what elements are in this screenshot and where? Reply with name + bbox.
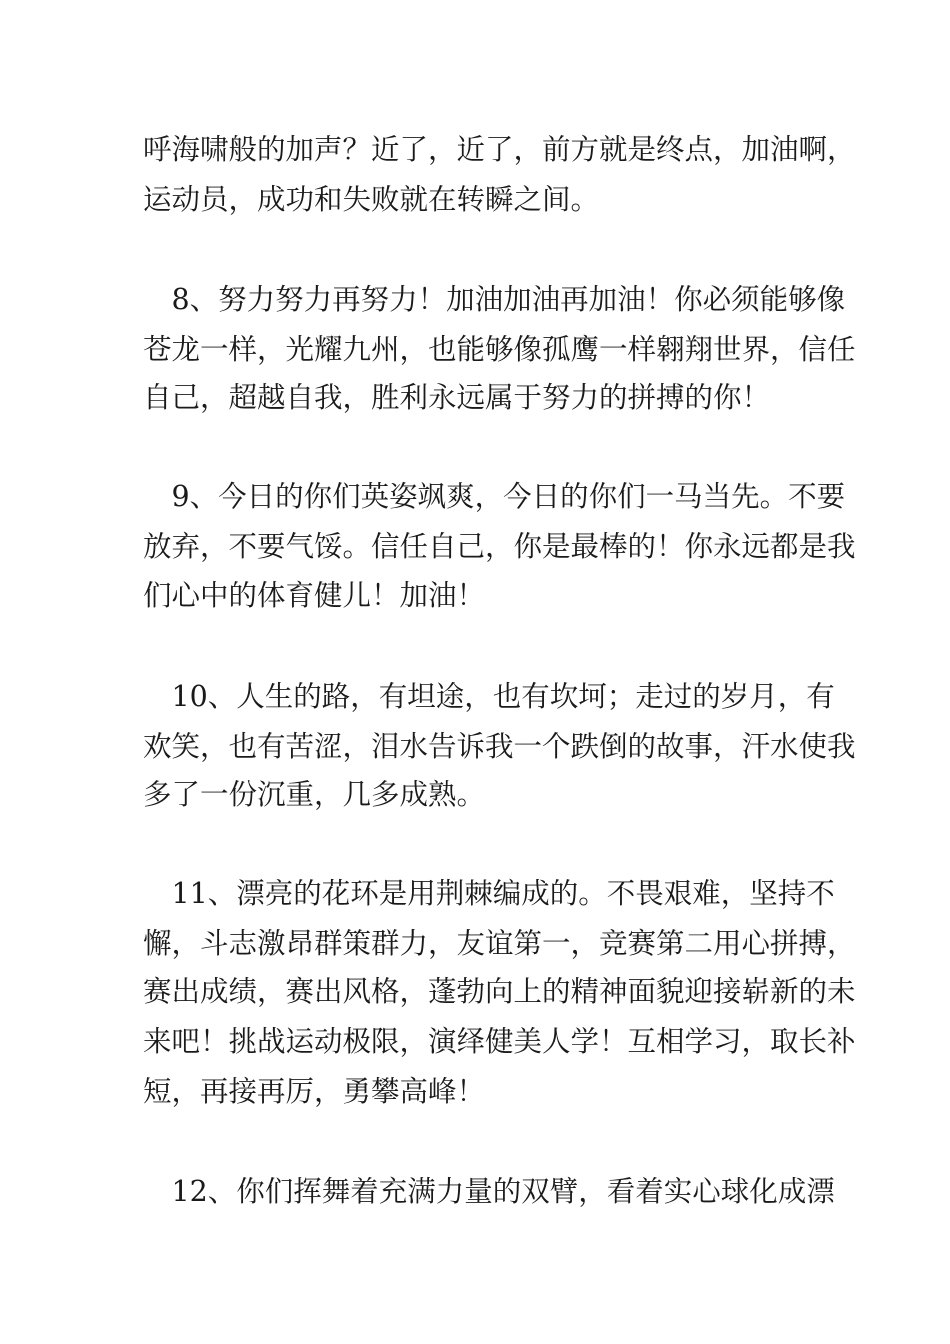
text-line: 9、今日的你们英姿飒爽，今日的你们一马当先。不要 [143, 480, 846, 513]
text-line: 欢笑，也有苦涩，泪水告诉我一个跌倒的故事，汗水使我 [143, 730, 856, 763]
text-line: 10、人生的路，有坦途，也有坎坷；走过的岁月，有 [143, 680, 835, 713]
text-line: 11、漂亮的花环是用荆棘编成的。不畏艰难，坚持不 [143, 877, 835, 910]
text-line: 赛出成绩，赛出风格，蓬勃向上的精神面貌迎接崭新的未 [143, 975, 856, 1008]
text-line: 们心中的体育健儿！加油！ [143, 579, 486, 612]
text-line: 来吧！挑战运动极限，演绎健美人学！互相学习，取长补 [143, 1025, 856, 1058]
text-line: 运动员，成功和失败就在转瞬之间。 [143, 183, 600, 216]
text-line: 短，再接再厉，勇攀高峰！ [143, 1075, 486, 1108]
text-line: 苍龙一样，光耀九州，也能够像孤鹰一样翱翔世界，信任 [143, 333, 856, 366]
text-line: 呼海啸般的加声？近了，近了，前方就是终点，加油啊， [143, 133, 856, 166]
text-line: 多了一份沉重，几多成熟。 [143, 778, 486, 811]
text-line: 自己，超越自我，胜利永远属于努力的拼搏的你！ [143, 381, 771, 414]
text-line: 12、你们挥舞着充满力量的双臂，看着实心球化成漂 [143, 1175, 835, 1208]
text-line: 懈，斗志激昂群策群力，友谊第一，竞赛第二用心拼搏， [143, 927, 856, 960]
text-line: 8、努力努力再努力！加油加油再加油！你必须能够像 [143, 283, 846, 316]
text-line: 放弃，不要气馁。信任自己，你是最棒的！你永远都是我 [143, 530, 856, 563]
